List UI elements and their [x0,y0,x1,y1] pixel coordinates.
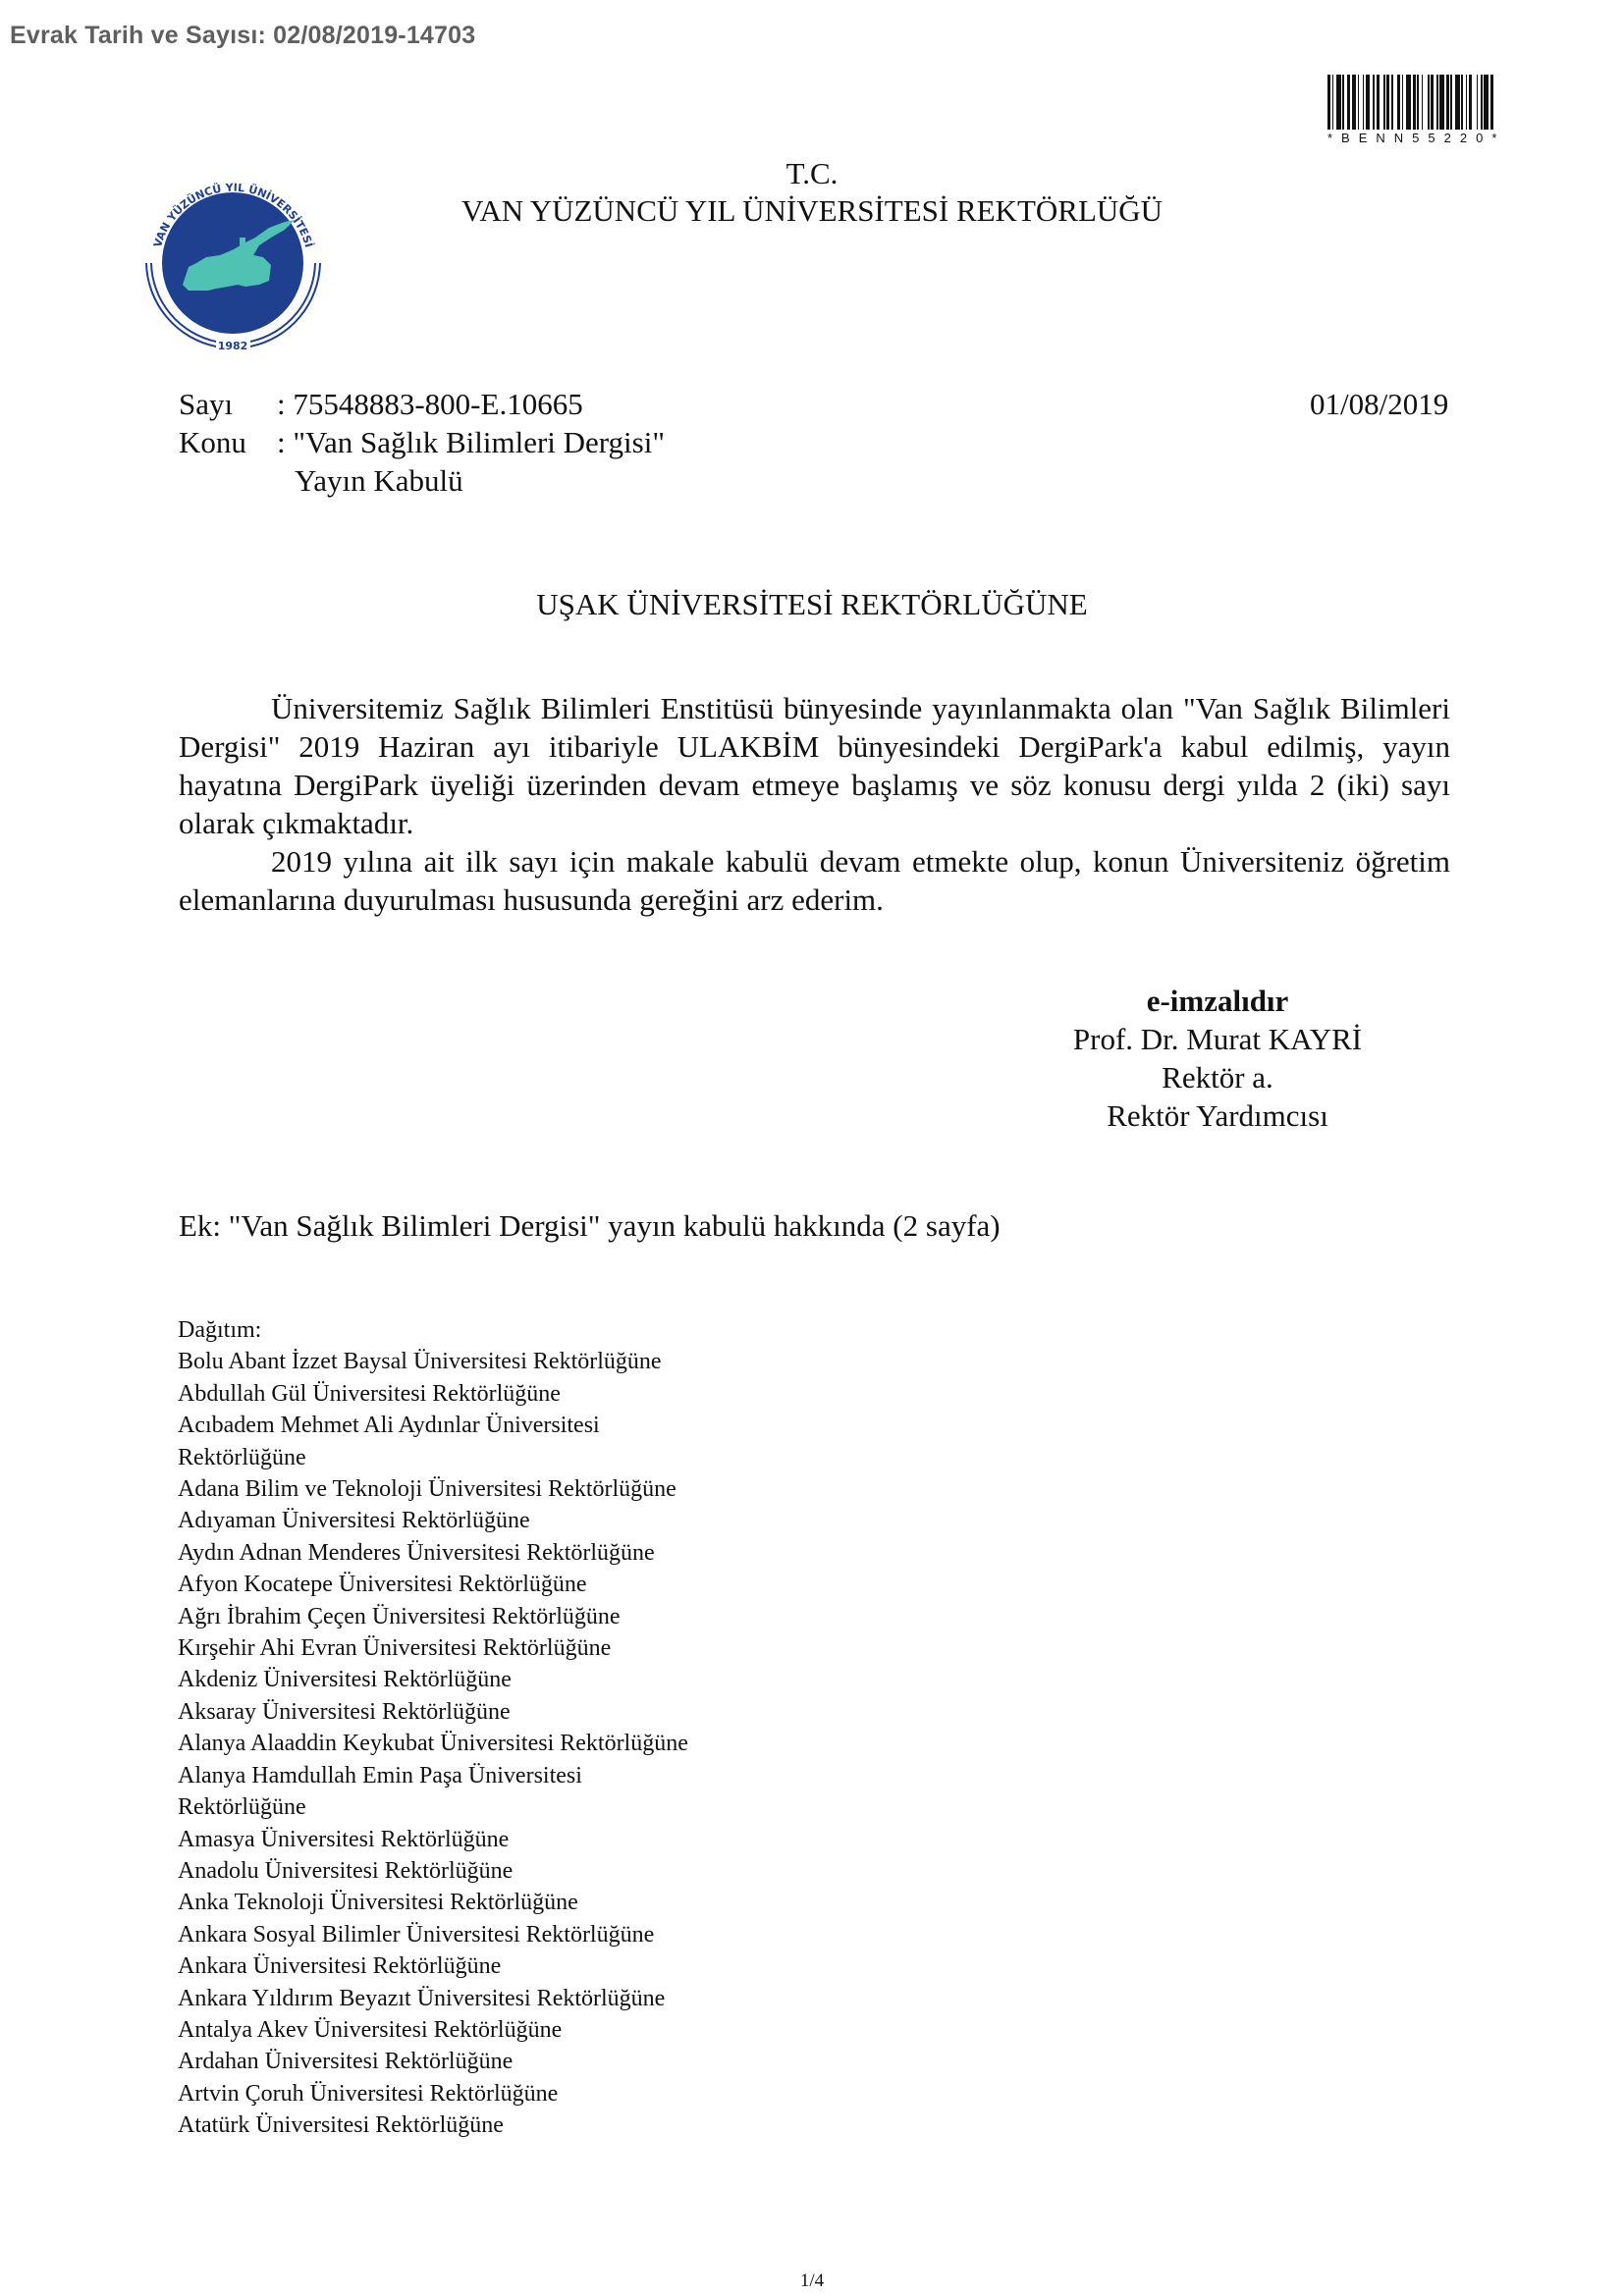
page-number: 1/4 [799,2270,825,2291]
distribution-item: Atatürk Üniversitesi Rektörlüğüne [178,2112,504,2139]
konu-value-line2: Yayın Kabulü [295,463,463,498]
body-paragraph-2: 2019 yılına ait ilk sayı için makale kabulü devam etmekte olup, konun Üniversiteniz öğretim elemanlarına duyurulması hususunda gereğini arz ederim. [179,844,1450,917]
distribution-item: Ardahan Üniversitesi Rektörlüğüne [178,2049,514,2075]
distribution-item: Ankara Üniversitesi Rektörlüğüne [178,1953,502,1980]
attachment-note: Ek: "Van Sağlık Bilimleri Dergisi" yayın kabulü hakkında (2 sayfa) [179,1208,1001,1243]
e-signed-status: e-imzalıdır [1146,984,1289,1018]
barcode [1327,75,1538,143]
distribution-item: Rektörlüğüne [178,1444,306,1470]
distribution-item: Alanya Hamdullah Emin Paşa Üniversitesi [178,1762,582,1789]
signer-title-2: Rektör Yardımcısı [1107,1098,1328,1133]
svg-text:1982: 1982 [217,340,248,352]
distribution-item: Anka Teknoloji Üniversitesi Rektörlüğüne [178,1890,578,1916]
distribution-item: Amasya Üniversitesi Rektörlüğüne [178,1826,510,1852]
distribution-item: Bolu Abant İzzet Baysal Üniversitesi Rektörlüğüne [178,1349,662,1375]
signature-block [1041,982,1394,1135]
sayi-value: : 75548883-800-E.10665 [277,387,583,421]
konu-value: : "Van Sağlık Bilimleri Dergisi" [277,425,665,459]
letter-body [179,689,1450,919]
body-paragraph-1: Üniversitemiz Sağlık Bilimleri Enstitüsü bünyesinde yayınlanmakta olan "Van Sağlık Bilimleri Dergisi" 2019 Haziran ayı itibariyle ULAKBİM bünyesindeki DergiPark'a kabul edilmiş, yayın hayatına DergiPark üyeliği üzerinden devam etmeye başlamış ve söz konusu dergi yılda 2 (iki) sayı olarak çıkmaktadır. [179,691,1450,840]
distribution-heading: Dağıtım: [178,1317,262,1343]
distribution-item: Kırşehir Ahi Evran Üniversitesi Rektörlüğüne [178,1635,612,1662]
distribution-item: Antalya Akev Üniversitesi Rektörlüğüne [178,2016,563,2043]
header-line-tc: T.C. [785,156,839,190]
distribution-item: Aksaray Üniversitesi Rektörlüğüne [178,1698,511,1725]
distribution-item: Adıyaman Üniversitesi Rektörlüğüne [178,1508,530,1534]
distribution-item: Ağrı İbrahim Çeçen Üniversitesi Rektörlüğüne [178,1603,621,1629]
sayi-row [179,386,583,423]
distribution-item: Aydın Adnan Menderes Üniversitesi Rektörlüğüne [178,1539,655,1566]
distribution-item: Akdeniz Üniversitesi Rektörlüğüne [178,1667,512,1693]
signer-title-1: Rektör a. [1162,1060,1273,1095]
konu-row [179,424,665,461]
distribution-item: Ankara Sosyal Bilimler Üniversitesi Rektörlüğüne [178,1921,655,1948]
barcode-text: *BENN55220* [1327,131,1506,145]
distribution-item: Adana Bilim ve Teknoloji Üniversitesi Rektörlüğüne [178,1476,677,1503]
konu-label: Konu [179,425,246,459]
document-date-number-stamp: Evrak Tarih ve Sayısı: 02/08/2019-14703 [10,22,476,49]
svg-text:VAN YÜZÜNCÜ YIL ÜNİVERSİTESİ: VAN YÜZÜNCÜ YIL ÜNİVERSİTESİ [150,181,316,249]
distribution-list [178,1314,688,2142]
header-institution: VAN YÜZÜNCÜ YIL ÜNİVERSİTESİ REKTÖRLÜĞÜ [460,193,1164,228]
sayi-label: Sayı [179,387,234,421]
document-date: 01/08/2019 [1310,387,1449,421]
distribution-item: Abdullah Gül Üniversitesi Rektörlüğüne [178,1380,561,1407]
distribution-item: Rektörlüğüne [178,1794,306,1821]
recipient: UŞAK ÜNİVERSİTESİ REKTÖRLÜĞÜNE [536,587,1088,621]
distribution-item: Ankara Yıldırım Beyazıt Üniversitesi Rektörlüğüne [178,1985,666,2011]
distribution-item: Artvin Çoruh Üniversitesi Rektörlüğüne [178,2080,559,2107]
signer-name: Prof. Dr. Murat KAYRİ [1072,1022,1363,1056]
distribution-item: Alanya Alaaddin Keykubat Üniversitesi Rektörlüğüne [178,1731,688,1757]
barcode-bars-icon [1327,75,1538,130]
distribution-item: Acıbadem Mehmet Ali Aydınlar Üniversitesi [178,1413,600,1439]
distribution-item: Afyon Kocatepe Üniversitesi Rektörlüğüne [178,1572,587,1598]
distribution-item: Anadolu Üniversitesi Rektörlüğüne [178,1857,514,1884]
